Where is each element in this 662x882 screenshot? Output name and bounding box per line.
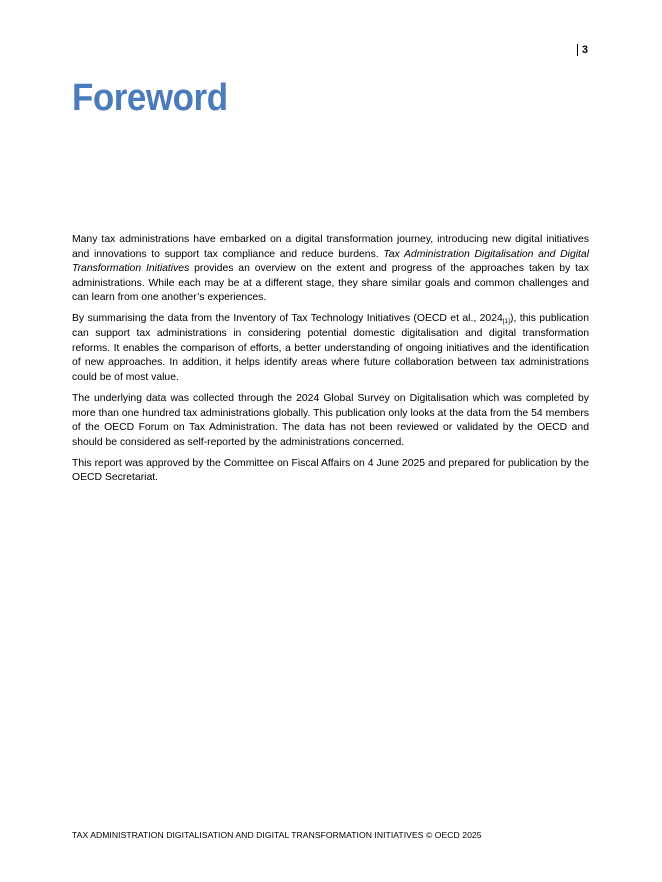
publication-title: Tax Administration Digitalisation and Digital Transformation Initiatives bbox=[72, 248, 590, 275]
page-title: Foreword bbox=[72, 77, 228, 119]
page-footer: TAX ADMINISTRATION DIGITALISATION AND DIGITAL TRANSFORMATION INITIATIVES © OECD 2025 bbox=[72, 830, 482, 840]
paragraph-4: This report was approved by the Committee on Fiscal Affairs on 4 June 2025 and prepared for publication by the OECD Secretariat. bbox=[72, 457, 589, 484]
paragraph-3: The underlying data was collected through the 2024 Global Survey on Digitalisation which was completed by more than one hundred tax administrations globally. This publication only looks at the data from the 54 members of the OECD Forum on Tax Administration. The data has not been reviewed or validated by the OECD and should be considered as self-reported by the administrations concerned. bbox=[72, 392, 589, 448]
page-number: 3 bbox=[577, 44, 588, 56]
reference-link[interactable]: [1] bbox=[502, 318, 510, 326]
paragraph-1-text-a: Many tax administrations have embarked on a digital transformation journey, introducing new digital initiatives and innovations to support tax compliance and reduce burdens. bbox=[72, 234, 589, 260]
paragraph-2-text-a: By summarising the data from the Inventory of Tax Technology Initiatives (OECD et al., 2024 bbox=[72, 313, 503, 325]
paragraph-1 bbox=[72, 233, 589, 306]
paragraph-1-text-b: provides an overview on the extent and progress of the approaches taken by tax administrations. While each may be at a different stage, they share similar goals and common challenges and can learn from one another’s experiences. bbox=[72, 263, 589, 304]
paragraph-2-text-b: ), this publication can support tax administrations in considering potential domestic digitalisation and digital transformation reforms. It enables the comparison of efforts, a better understanding of ongoing initiatives and the identification of new approaches. In addition, it helps identify areas where future collaboration between tax administrations could be of most value. bbox=[72, 313, 589, 383]
foreword-body bbox=[72, 233, 589, 493]
paragraph-2 bbox=[72, 312, 589, 385]
